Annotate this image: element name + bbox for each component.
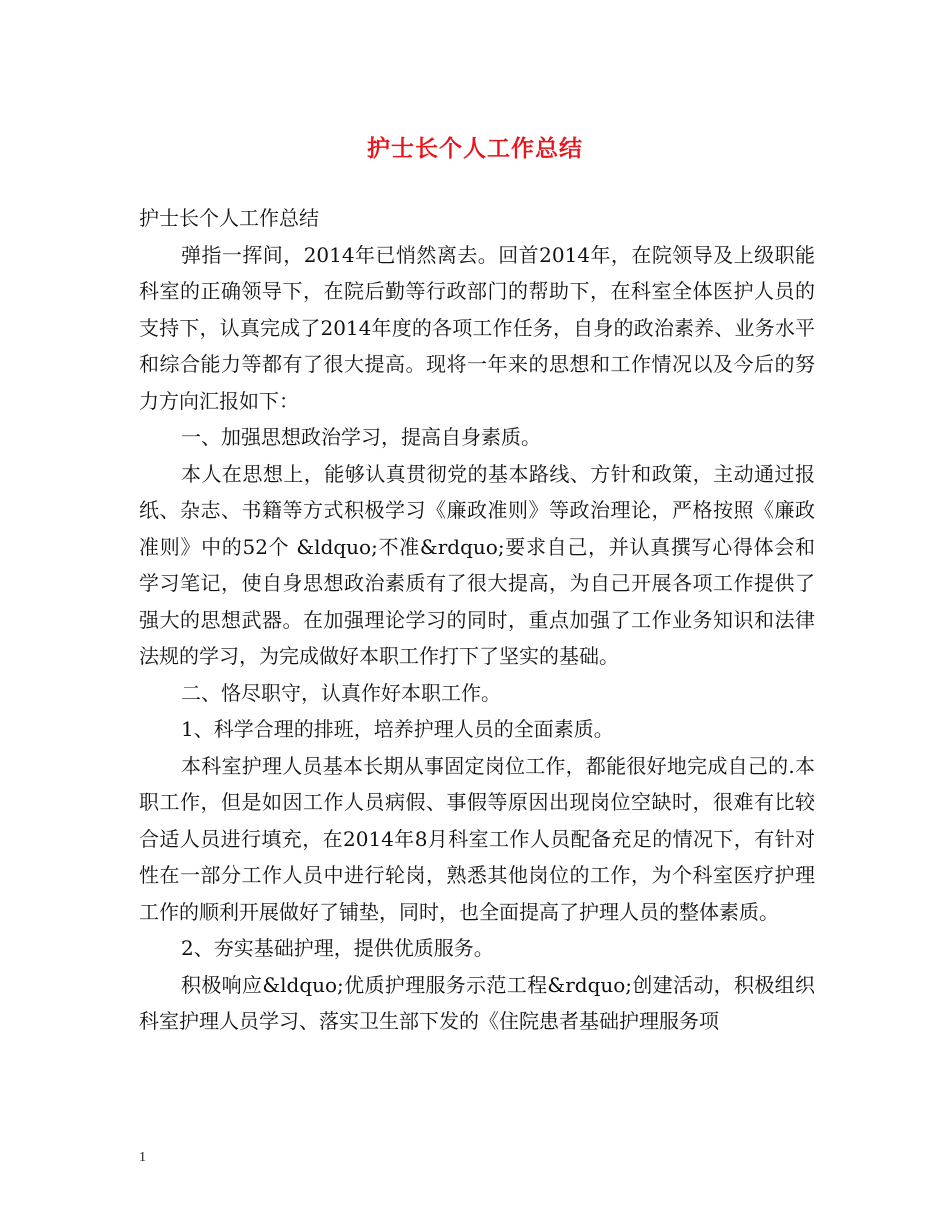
section-heading-2: 二、恪尽职守，认真作好本职工作。: [181, 680, 501, 705]
paragraph-subsection-2: 积极响应&ldquo;优质护理服务示范工程&rdquo;创建活动，积极组织科室护理人员学习、落实卫生部下发的《住院患者基础护理服务项: [139, 972, 815, 1033]
document-title: 护士长个人工作总结: [367, 135, 583, 162]
page-number: 1: [139, 1150, 146, 1165]
subsection-heading-2: 2、夯实基础护理，提供优质服务。: [181, 936, 494, 960]
paragraph-section-1: 本人在思想上，能够认真贯彻党的基本路线、方针和政策，主动通过报纸、杂志、书籍等方式积极学习《廉政准则》等政治理论，严格按照《廉政准则》中的52个 &ldquo;不准&rdquo;要求自己，并认真撰写心得体会和学习笔记，使自身思想政治素质有了很大提高，为自己开展各项工作提供了强大的思想武器。在加强理论学习的同时，重点加强了工作业务知识和法律法规的学习，为完成做好本职工作打下了坚实的基础。: [139, 461, 815, 668]
document-body: [139, 200, 815, 1040]
subsection-heading-1: 1、科学合理的排班，培养护理人员的全面素质。: [181, 717, 614, 741]
section-heading-1: 一、加强思想政治学习，提高自身素质。: [181, 425, 541, 449]
paragraph-intro: 弹指一挥间，2014年已悄然离去。回首2014年，在院领导及上级职能科室的正确领导下，在院后勤等行政部门的帮助下，在科室全体医护人员的支持下，认真完成了2014年度的各项工作任务，自身的政治素养、业务水平和综合能力等都有了很大提高。现将一年来的思想和工作情况以及今后的努力方向汇报如下：: [139, 242, 815, 413]
paragraph-subsection-1: 本科室护理人员基本长期从事固定岗位工作，都能很好地完成自己的.本职工作，但是如因工作人员病假、事假等原因出现岗位空缺时，很难有比较合适人员进行填充，在2014年8月科室工作人员配备充足的情况下，有针对性在一部分工作人员中进行轮岗，熟悉其他岗位的工作，为个科室医疗护理工作的顺利开展做好了铺垫，同时，也全面提高了护理人员的整体素质。: [139, 753, 815, 924]
paragraph-heading: 护士长个人工作总结: [139, 206, 319, 230]
